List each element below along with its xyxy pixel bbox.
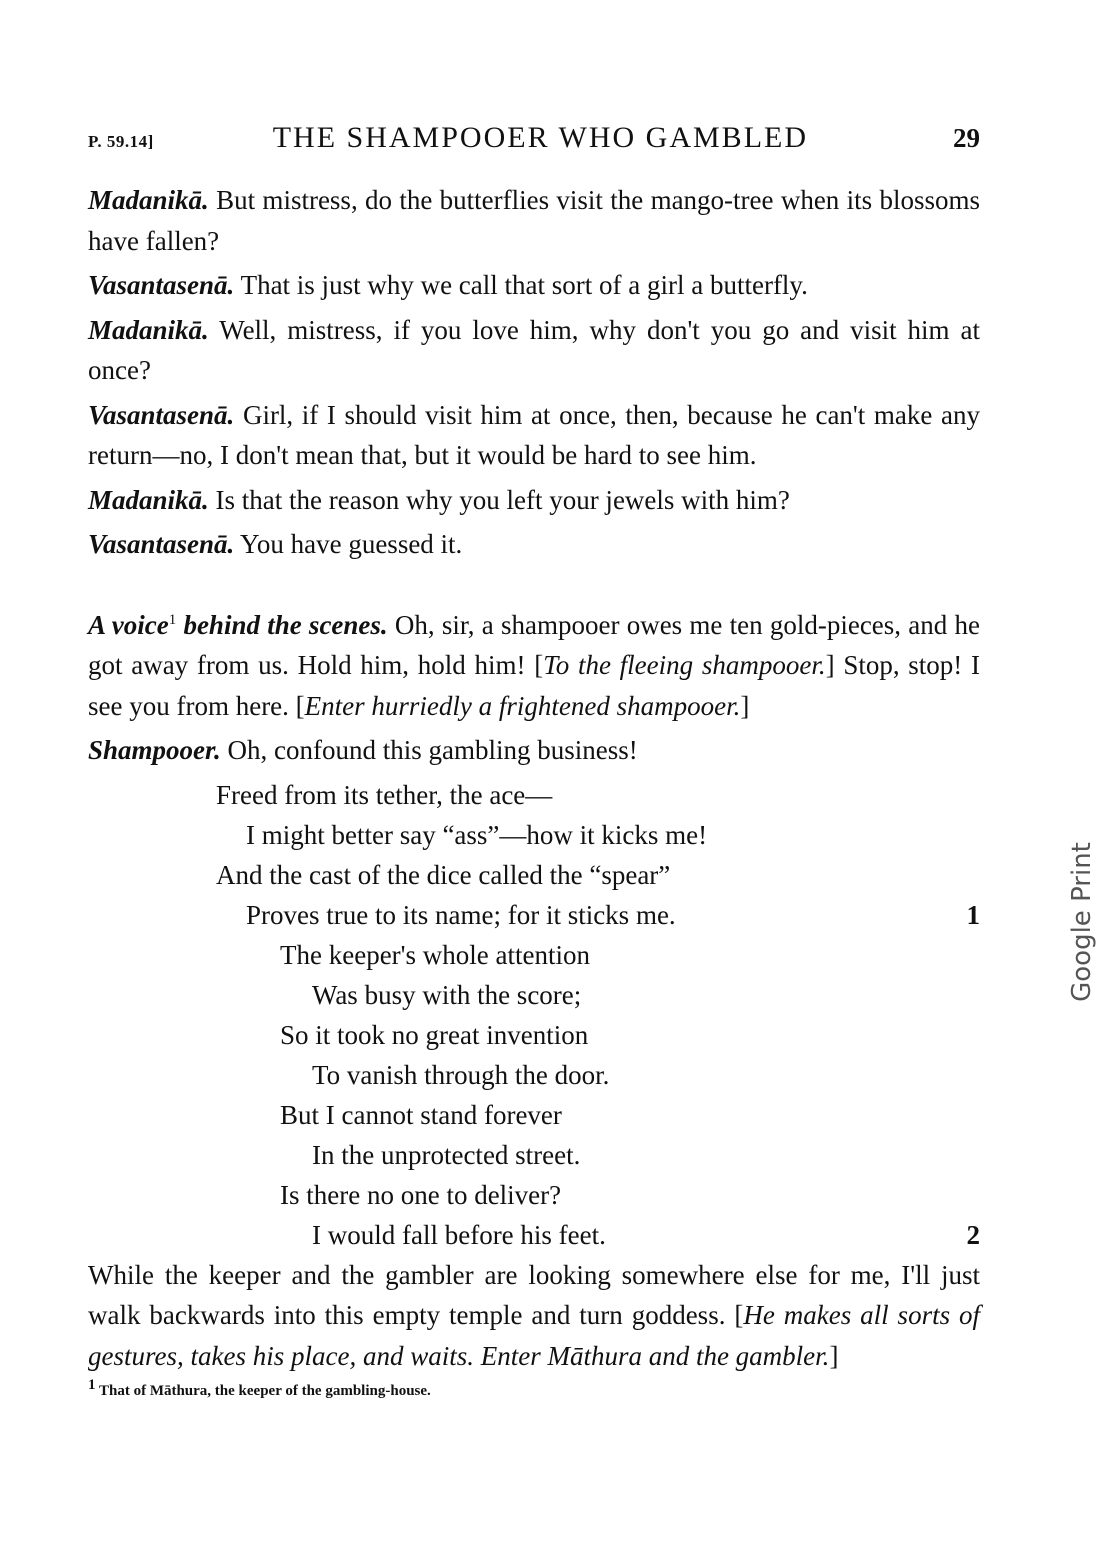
footnote-marker: 1 (88, 1377, 96, 1393)
speaker-name: Shampooer. (88, 735, 221, 765)
dialogue-line (88, 395, 980, 476)
footnote-text: That of Māthura, the keeper of the gambling-house. (95, 1383, 431, 1399)
footnote-marker: 1 (168, 611, 177, 628)
verse-line: Is there no one to deliver? (280, 1179, 562, 1210)
speech-text: Well, mistress, if you love him, why don't you go and visit him at once? (88, 314, 980, 385)
verse-line: Freed from its tether, the ace— (216, 779, 553, 810)
speech-text: ] Stop, stop! I see you from here. [ (88, 650, 981, 721)
speaker-name: Vasantasenā. (88, 399, 235, 430)
speaker-name: Vasantasenā. (88, 529, 235, 559)
stage-direction: To the fleeing shampooer. (543, 650, 826, 680)
speech-text: But mistress, do the butterflies visit the mango-tree when its blossoms have fallen? (88, 185, 980, 256)
dialogue-line (88, 310, 980, 391)
verse-line: I might better say “ass”—how it kicks me! (246, 819, 708, 850)
watermark (1062, 822, 1102, 1022)
offstage-voice-paragraph (88, 605, 980, 727)
stage-direction: He makes all sorts of gestures, takes his place, and waits. Enter Māthura and the gambler. (88, 1300, 981, 1371)
verse-stanza-2 (88, 935, 980, 1255)
speech-text: You have guessed it. (234, 529, 463, 559)
verse-line: So it took no great invention (280, 1019, 589, 1050)
dialogue-line (88, 730, 980, 771)
dialogue-line (88, 524, 980, 565)
verse-number: 1 (966, 899, 980, 930)
speech-text: That is just why we call that sort of a girl a butterfly. (234, 270, 808, 300)
verse-stanza-1 (88, 775, 980, 935)
page-number: 29 (953, 123, 980, 153)
running-header (88, 118, 980, 168)
dialogue-line (88, 180, 980, 261)
verse-line: And the cast of the dice called the “spear” (216, 859, 671, 890)
verse-line-final (88, 1215, 980, 1255)
verse-line: But I cannot stand forever (280, 1099, 562, 1130)
verse-line-final (88, 895, 980, 935)
speech-text: Is that the reason why you left your jewels with him? (208, 484, 790, 515)
dialogue-line (88, 265, 980, 306)
voice-label-rest: behind the scenes. (176, 609, 388, 640)
speech-text: While the keeper and the gambler are looking somewhere else for me, I'll just walk backwards into this empty temple and turn goddess. [ (88, 1259, 980, 1330)
page-reference: P. 59.14] (88, 132, 154, 151)
verse-line: To vanish through the door. (312, 1059, 610, 1090)
section-gap (88, 569, 980, 605)
stage-direction: Enter hurriedly a frightened shampooer. (304, 690, 741, 721)
speech-text: Oh, sir, a shampooer owes me ten gold-pieces, and he got away from us. Hold him, hold him! [ (88, 609, 980, 680)
verse-line: I would fall before his feet. (312, 1219, 606, 1250)
dialogue-line (88, 480, 980, 521)
verse-number: 2 (966, 1219, 980, 1250)
watermark-text: Google Print (1067, 842, 1097, 1002)
verse-line: The keeper's whole attention (280, 939, 590, 970)
closing-paragraph (88, 1255, 980, 1377)
verse-line: Was busy with the score; (312, 979, 582, 1010)
book-page (88, 118, 980, 1402)
speech-text: ] (829, 1340, 839, 1371)
speaker-name: Madanikā. (88, 484, 209, 515)
verse-line: In the unprotected street. (312, 1139, 581, 1170)
chapter-title: THE SHAMPOOER WHO GAMBLED (272, 121, 809, 154)
voice-label: A voice (88, 609, 169, 640)
footnote (88, 1377, 980, 1402)
speaker-name: Madanikā. (88, 314, 209, 345)
verse-line: Proves true to its name; for it sticks me. (246, 899, 676, 930)
speech-text: Girl, if I should visit him at once, then, because he can't make any return—no, I don't mean that, but it would be hard to see him. (88, 399, 980, 470)
speaker-name: Vasantasenā. (88, 270, 235, 300)
speaker-name: Madanikā. (88, 185, 209, 215)
speech-text: Oh, confound this gambling business! (220, 735, 638, 765)
speech-text: ] (740, 690, 750, 721)
